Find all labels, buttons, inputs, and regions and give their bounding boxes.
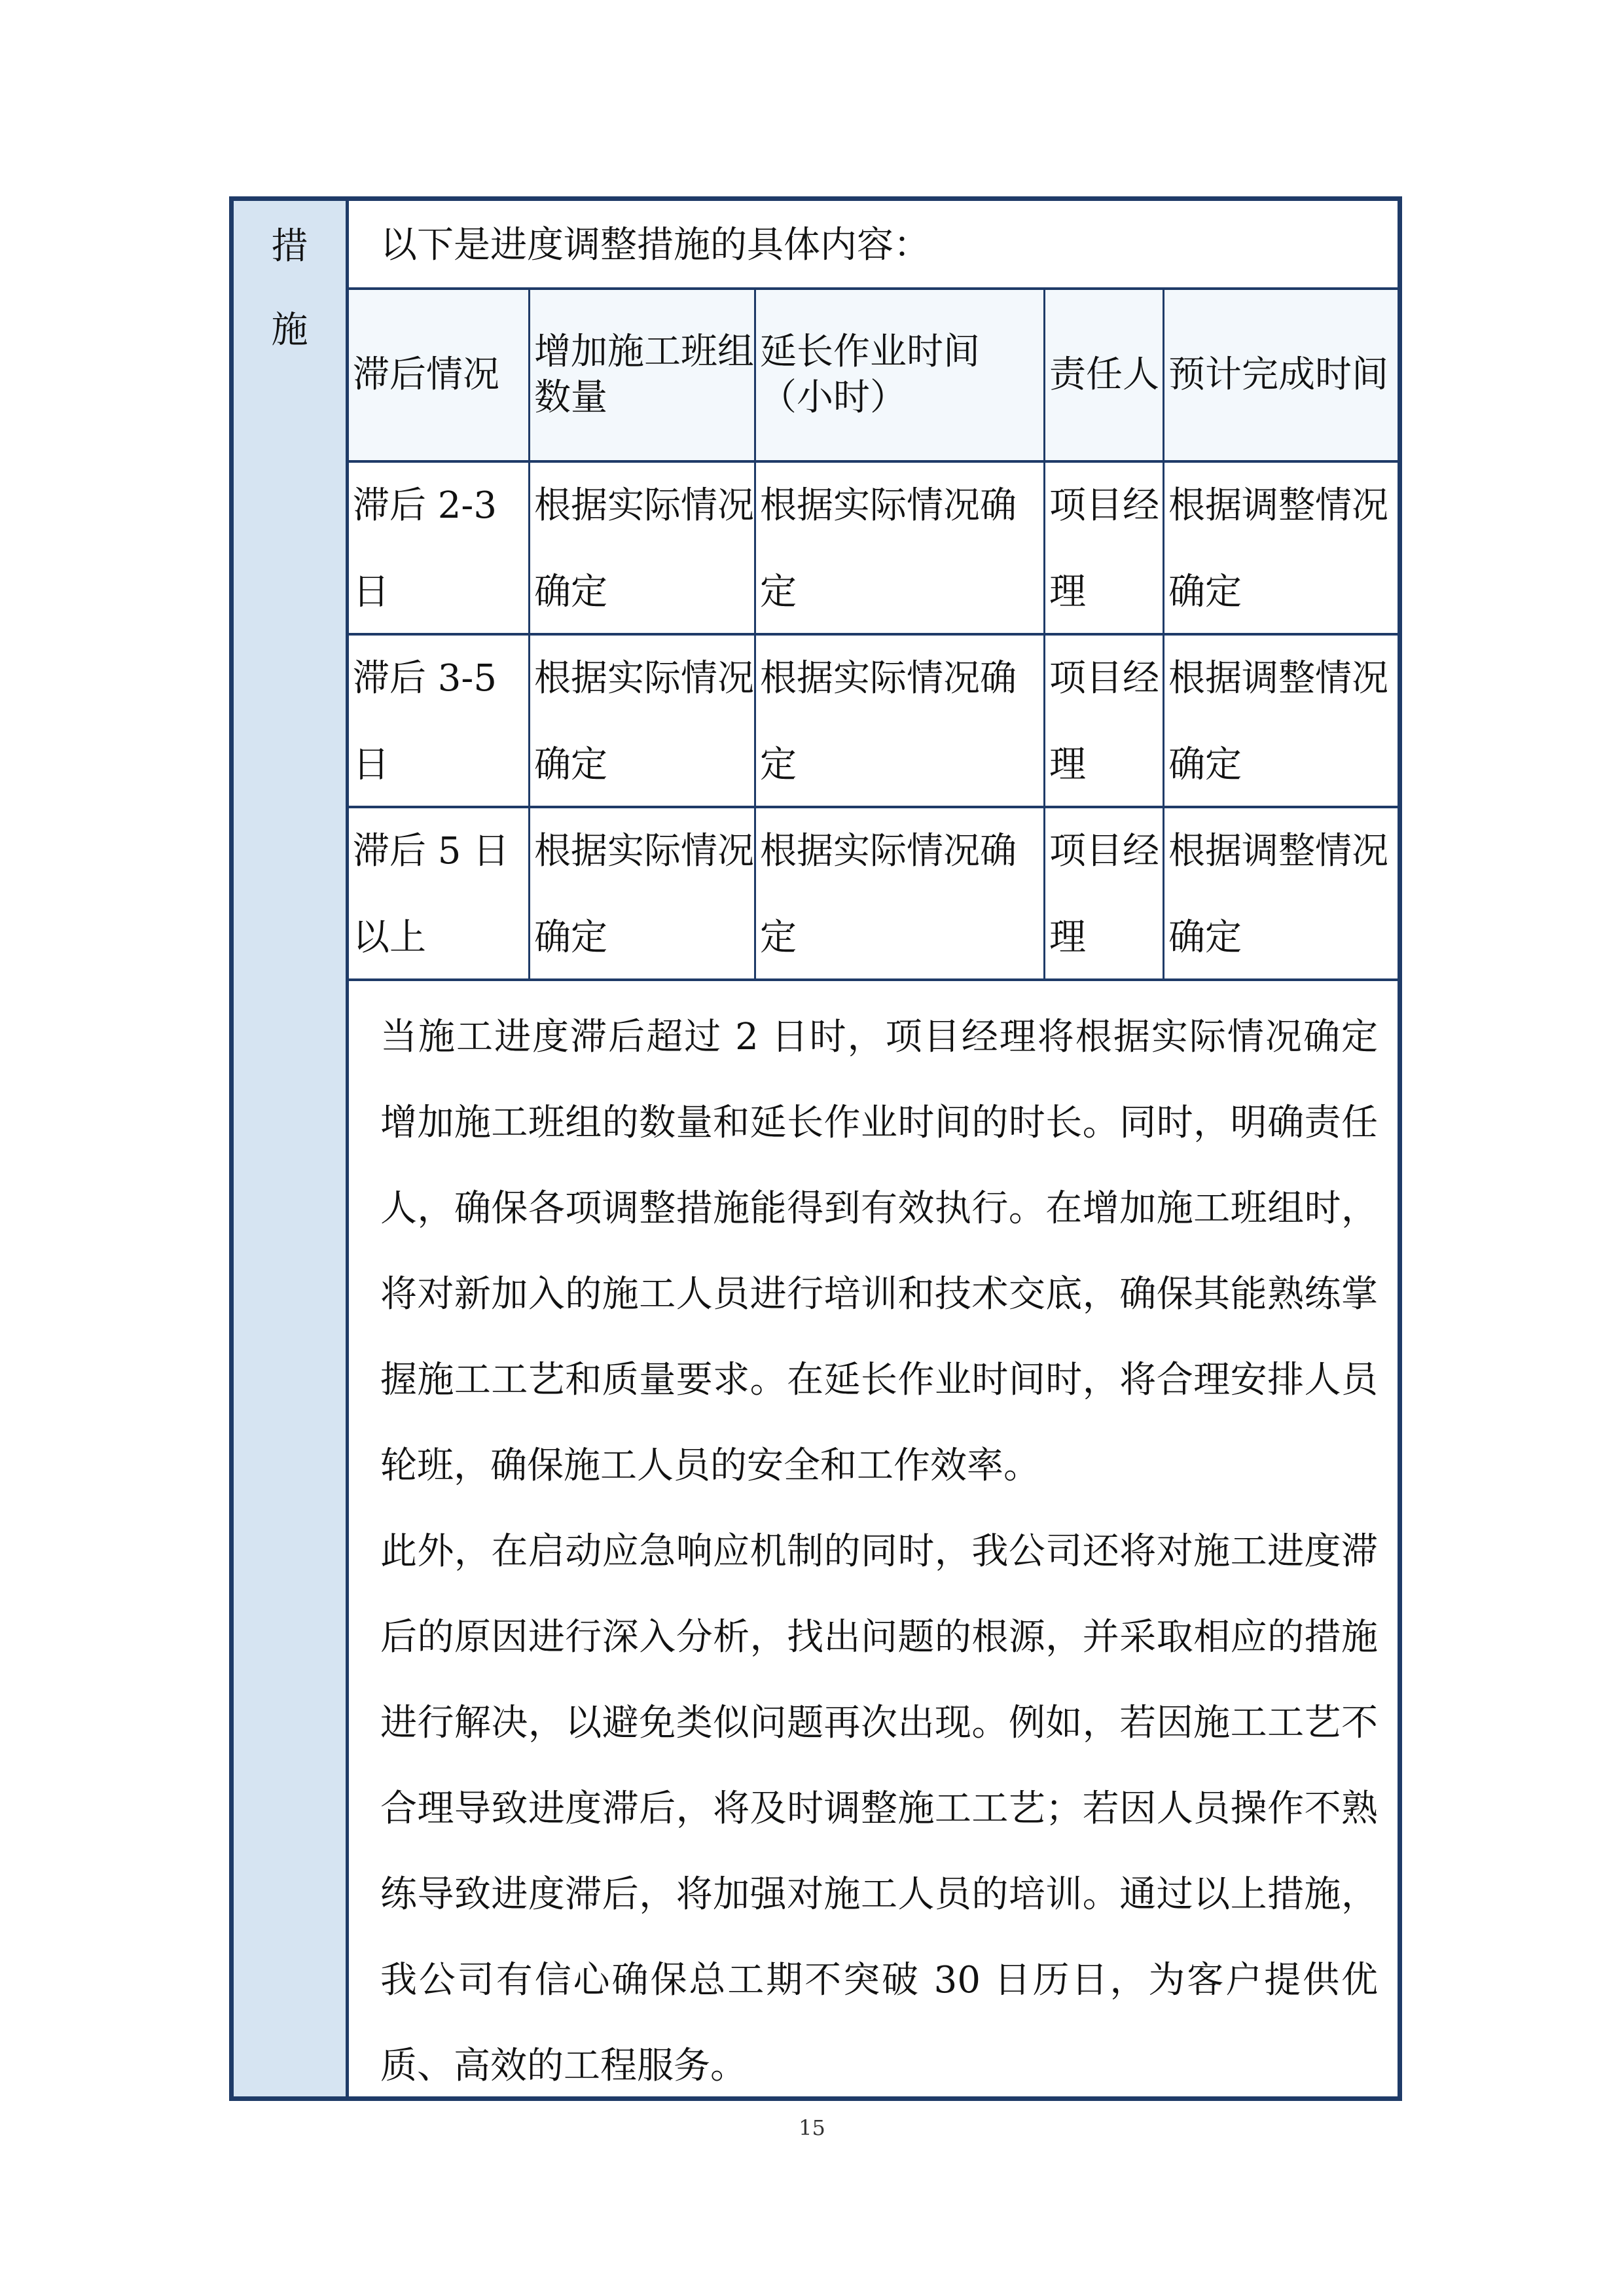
table-cell: 根据实际情况确定 (528, 463, 754, 633)
intro-text: 以下是进度调整措施的具体内容： (349, 201, 1398, 290)
side-label-char: 施 (271, 309, 308, 351)
table-cell: 根据实际情况确定 (754, 636, 1043, 806)
table-header-cell: 增加施工班组数量 (528, 290, 754, 460)
side-label-char: 措 (271, 225, 308, 268)
table-row (349, 463, 1398, 636)
table-header-cell: 预计完成时间 (1163, 290, 1402, 460)
paragraph: 当施工进度滞后超过 2 日时，项目经理将根据实际情况确定增加施工班组的数量和延长作业时间的时长。同时，明确责任人，确保各项调整措施能得到有效执行。在增加施工班组时，将对新加入的施工人员进行培训和技术交底，确保其能熟练掌握施工工艺和质量要求。在延长作业时间时，将合理安排人员轮班，确保施工人员的安全和工作效率。 (380, 1016, 1378, 1487)
table-cell: 根据实际情况确定 (754, 463, 1043, 633)
paragraph: 此外，在启动应急响应机制的同时，我公司还将对施工进度滞后的原因进行深入分析，找出问题的根源，并采取相应的措施进行解决，以避免类似问题再次出现。例如，若因施工工艺不合理导致进度滞后，将及时调整施工工艺；若因人员操作不熟练导致进度滞后，将加强对施工人员的培训。通过以上措施，我公司有信心确保总工期不突破 30 日历日，为客户提供优质、高效的工程服务。 (380, 1530, 1378, 2087)
table-cell: 根据实际情况确定 (754, 808, 1043, 978)
table-cell: 滞后 3-5 日 (353, 657, 497, 786)
table-cell: 根据调整情况确定 (1163, 636, 1402, 806)
table-row (349, 808, 1398, 981)
body-text (380, 994, 1378, 2109)
table-cell: 项目经理 (1043, 463, 1163, 633)
table-cell: 根据实际情况确定 (528, 808, 754, 978)
table-cell: 根据调整情况确定 (1163, 808, 1402, 978)
measures-table (349, 290, 1398, 981)
table-cell: 项目经理 (1043, 808, 1163, 978)
table-cell: 根据实际情况确定 (528, 636, 754, 806)
table-row (349, 636, 1398, 808)
table-cell: 滞后 2-3 日 (353, 484, 497, 613)
table-cell: 根据调整情况确定 (1163, 463, 1402, 633)
table-header-cell: 责任人 (1043, 290, 1163, 460)
content-column (349, 201, 1398, 2096)
table-header-row (349, 290, 1398, 463)
measures-frame (229, 196, 1402, 2101)
table-cell: 项目经理 (1043, 636, 1163, 806)
side-label-column (234, 201, 349, 2096)
table-header-cell: 延长作业时间（小时） (754, 290, 1043, 460)
table-cell: 滞后 5 日以上 (353, 830, 510, 959)
table-header-cell: 滞后情况 (353, 353, 499, 396)
page-number: 15 (799, 2115, 825, 2140)
